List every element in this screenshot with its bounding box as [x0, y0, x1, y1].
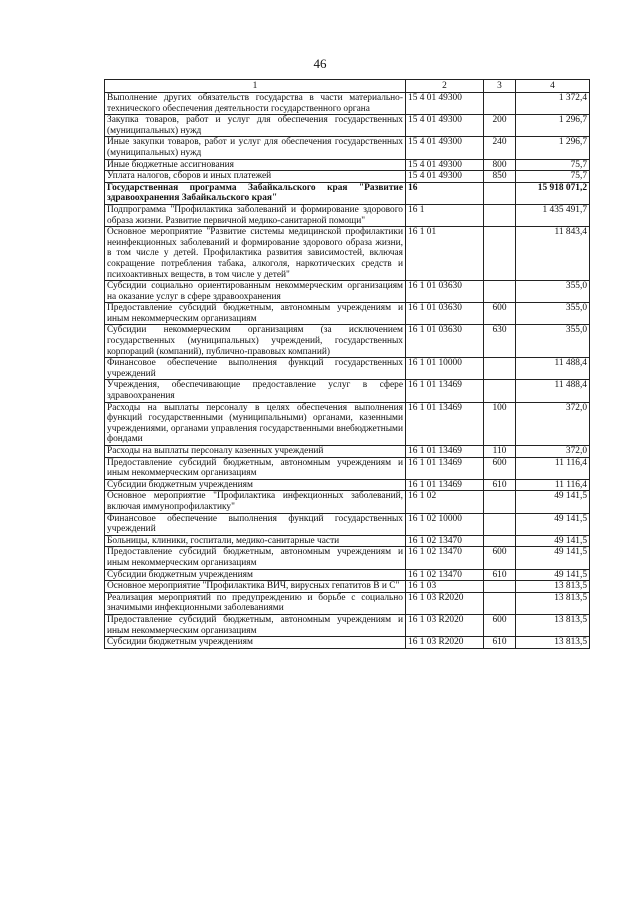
- row-code: 16 1 01 03630: [406, 303, 484, 325]
- table-row: [105, 402, 590, 445]
- row-code: 16 1 01 10000: [406, 358, 484, 380]
- row-amount: 355,0: [516, 303, 590, 325]
- table-row: [105, 581, 590, 593]
- row-description: Субсидии социально ориентированным некоммерческим организациям на оказание услуг в сфере здравоохранения: [105, 281, 406, 303]
- table-body: [105, 93, 590, 649]
- row-amount: 1 296,7: [516, 137, 590, 159]
- row-expense-type: [484, 535, 516, 547]
- row-expense-type: [484, 491, 516, 513]
- row-amount: 13 813,5: [516, 592, 590, 614]
- row-description: Предоставление субсидий бюджетным, автономным учреждениям и иным некоммерческим организациям: [105, 303, 406, 325]
- row-description: Расходы на выплаты персоналу казенных учреждений: [105, 446, 406, 458]
- row-code: 16 1 02 13470: [406, 547, 484, 569]
- row-expense-type: 850: [484, 171, 516, 183]
- table-row: [105, 182, 590, 204]
- row-amount: 372,0: [516, 446, 590, 458]
- row-description: Подпрограмма "Профилактика заболеваний и формирование здорового образа жизни. Развитие первичной медико-санитарной помощи": [105, 204, 406, 226]
- row-expense-type: 600: [484, 303, 516, 325]
- row-amount: 355,0: [516, 325, 590, 358]
- row-expense-type: 100: [484, 402, 516, 445]
- column-header-3: 3: [484, 80, 516, 93]
- row-code: 16 1 02: [406, 491, 484, 513]
- table-row: [105, 446, 590, 458]
- row-amount: 355,0: [516, 281, 590, 303]
- row-code: 16 1 01 13469: [406, 457, 484, 479]
- row-code: 16 1 01 13469: [406, 380, 484, 402]
- row-description: Больницы, клиники, госпитали, медико-санитарные части: [105, 535, 406, 547]
- table-row: [105, 569, 590, 581]
- row-description: Государственная программа Забайкальского края "Развитие здравоохранения Забайкальского края": [105, 182, 406, 204]
- row-expense-type: [484, 227, 516, 281]
- row-expense-type: 200: [484, 115, 516, 137]
- row-expense-type: 600: [484, 457, 516, 479]
- row-description: Предоставление субсидий бюджетным, автономным учреждениям и иным некоммерческим организациям: [105, 457, 406, 479]
- row-expense-type: [484, 281, 516, 303]
- row-amount: 11 116,4: [516, 457, 590, 479]
- row-amount: 49 141,5: [516, 547, 590, 569]
- row-expense-type: [484, 93, 516, 115]
- row-description: Предоставление субсидий бюджетным, автономным учреждениям и иным некоммерческим организациям: [105, 547, 406, 569]
- row-expense-type: 610: [484, 637, 516, 649]
- table-row: [105, 159, 590, 171]
- row-amount: 13 813,5: [516, 637, 590, 649]
- row-description: Субсидии бюджетным учреждениям: [105, 637, 406, 649]
- row-code: 16 1 02 13470: [406, 569, 484, 581]
- row-description: Иные закупки товаров, работ и услуг для обеспечения государственных (муниципальных) нужд: [105, 137, 406, 159]
- table-row: [105, 547, 590, 569]
- row-expense-type: 800: [484, 159, 516, 171]
- row-code: 15 4 01 49300: [406, 159, 484, 171]
- table-row: [105, 325, 590, 358]
- row-expense-type: 610: [484, 569, 516, 581]
- row-amount: 11 488,4: [516, 358, 590, 380]
- row-expense-type: [484, 513, 516, 535]
- row-amount: 372,0: [516, 402, 590, 445]
- row-description: Расходы на выплаты персоналу в целях обеспечения выполнения функций государственными (муниципальными) органами, казенными учреждениями, органами управления государственными внебюджетными фондами: [105, 402, 406, 445]
- row-amount: 49 141,5: [516, 491, 590, 513]
- table-row: [105, 513, 590, 535]
- page-number: 46: [313, 56, 327, 71]
- row-code: 16 1 01 03630: [406, 281, 484, 303]
- row-description: Выполнение других обязательств государства в части материально-технического обеспечения деятельности государственного органа: [105, 93, 406, 115]
- row-amount: 11 116,4: [516, 479, 590, 491]
- row-code: 16 1 02 10000: [406, 513, 484, 535]
- budget-table: [104, 79, 590, 649]
- row-amount: 1 372,4: [516, 93, 590, 115]
- row-amount: 11 843,4: [516, 227, 590, 281]
- row-code: 16 1 01 13469: [406, 446, 484, 458]
- table-row: [105, 281, 590, 303]
- row-code: 16 1 02 13470: [406, 535, 484, 547]
- row-code: 16: [406, 182, 484, 204]
- row-code: 15 4 01 49300: [406, 115, 484, 137]
- row-code: 16 1 03 R2020: [406, 592, 484, 614]
- row-code: 16 1 03 R2020: [406, 614, 484, 636]
- row-code: 16 1 01 13469: [406, 402, 484, 445]
- row-amount: 49 141,5: [516, 569, 590, 581]
- row-description: Иные бюджетные ассигнования: [105, 159, 406, 171]
- row-code: 16 1: [406, 204, 484, 226]
- table-row: [105, 171, 590, 183]
- table-row: [105, 358, 590, 380]
- table-row: [105, 535, 590, 547]
- row-expense-type: [484, 380, 516, 402]
- table-row: [105, 592, 590, 614]
- column-header-1: 1: [105, 80, 406, 93]
- row-expense-type: 600: [484, 614, 516, 636]
- row-amount: 11 488,4: [516, 380, 590, 402]
- row-description: Уплата налогов, сборов и иных платежей: [105, 171, 406, 183]
- table-row: [105, 380, 590, 402]
- row-expense-type: 110: [484, 446, 516, 458]
- row-expense-type: [484, 358, 516, 380]
- row-description: Субсидии некоммерческим организациям (за исключением государственных (муниципальных) учреждений, государственных корпораций (компаний), публично-правовых компаний): [105, 325, 406, 358]
- table-row: [105, 637, 590, 649]
- column-header-2: 2: [406, 80, 484, 93]
- row-description: Реализация мероприятий по предупреждению и борьбе с социально значимыми инфекционными заболеваниями: [105, 592, 406, 614]
- row-code: 15 4 01 49300: [406, 93, 484, 115]
- row-description: Финансовое обеспечение выполнения функций государственных учреждений: [105, 513, 406, 535]
- row-code: 16 1 03 R2020: [406, 637, 484, 649]
- row-amount: 75,7: [516, 159, 590, 171]
- table-row: [105, 204, 590, 226]
- table-row: [105, 227, 590, 281]
- table-row: [105, 115, 590, 137]
- row-code: 16 1 01 03630: [406, 325, 484, 358]
- row-amount: 13 813,5: [516, 614, 590, 636]
- table-row: [105, 137, 590, 159]
- row-description: Субсидии бюджетным учреждениям: [105, 569, 406, 581]
- row-amount: 13 813,5: [516, 581, 590, 593]
- row-amount: 1 296,7: [516, 115, 590, 137]
- row-expense-type: [484, 182, 516, 204]
- row-description: Субсидии бюджетным учреждениям: [105, 479, 406, 491]
- table-row: [105, 457, 590, 479]
- row-description: Основное мероприятие "Профилактика инфекционных заболеваний, включая иммунопрофилактику": [105, 491, 406, 513]
- row-description: Предоставление субсидий бюджетным, автономным учреждениям и иным некоммерческим организациям: [105, 614, 406, 636]
- row-expense-type: 600: [484, 547, 516, 569]
- table-row: [105, 479, 590, 491]
- row-expense-type: 610: [484, 479, 516, 491]
- row-code: 15 4 01 49300: [406, 137, 484, 159]
- row-code: 16 1 01: [406, 227, 484, 281]
- row-description: Закупка товаров, работ и услуг для обеспечения государственных (муниципальных) нужд: [105, 115, 406, 137]
- row-amount: 15 918 071,2: [516, 182, 590, 204]
- row-description: Основное мероприятие "Развитие системы медицинской профилактики неинфекционных заболеваний и формирование здорового образа жизни, в том числе у детей. Профилактика развития зависимостей, включая сокращение потребления табака, алкоголя, наркотических средств и психоактивных веществ, в том числе у детей": [105, 227, 406, 281]
- table-row: [105, 93, 590, 115]
- row-expense-type: [484, 592, 516, 614]
- row-expense-type: [484, 204, 516, 226]
- table-row: [105, 614, 590, 636]
- table-header-row: [105, 80, 590, 93]
- row-amount: 49 141,5: [516, 535, 590, 547]
- column-header-4: 4: [516, 80, 590, 93]
- row-expense-type: 630: [484, 325, 516, 358]
- table-row: [105, 491, 590, 513]
- row-description: Финансовое обеспечение выполнения функций государственных учреждений: [105, 358, 406, 380]
- row-amount: 1 435 491,7: [516, 204, 590, 226]
- row-code: 16 1 03: [406, 581, 484, 593]
- row-expense-type: 240: [484, 137, 516, 159]
- row-code: 16 1 01 13469: [406, 479, 484, 491]
- row-code: 15 4 01 49300: [406, 171, 484, 183]
- row-description: Учреждения, обеспечивающие предоставление услуг в сфере здравоохранения: [105, 380, 406, 402]
- table-row: [105, 303, 590, 325]
- row-amount: 75,7: [516, 171, 590, 183]
- row-description: Основное мероприятие "Профилактика ВИЧ, вирусных гепатитов В и С": [105, 581, 406, 593]
- row-amount: 49 141,5: [516, 513, 590, 535]
- row-expense-type: [484, 581, 516, 593]
